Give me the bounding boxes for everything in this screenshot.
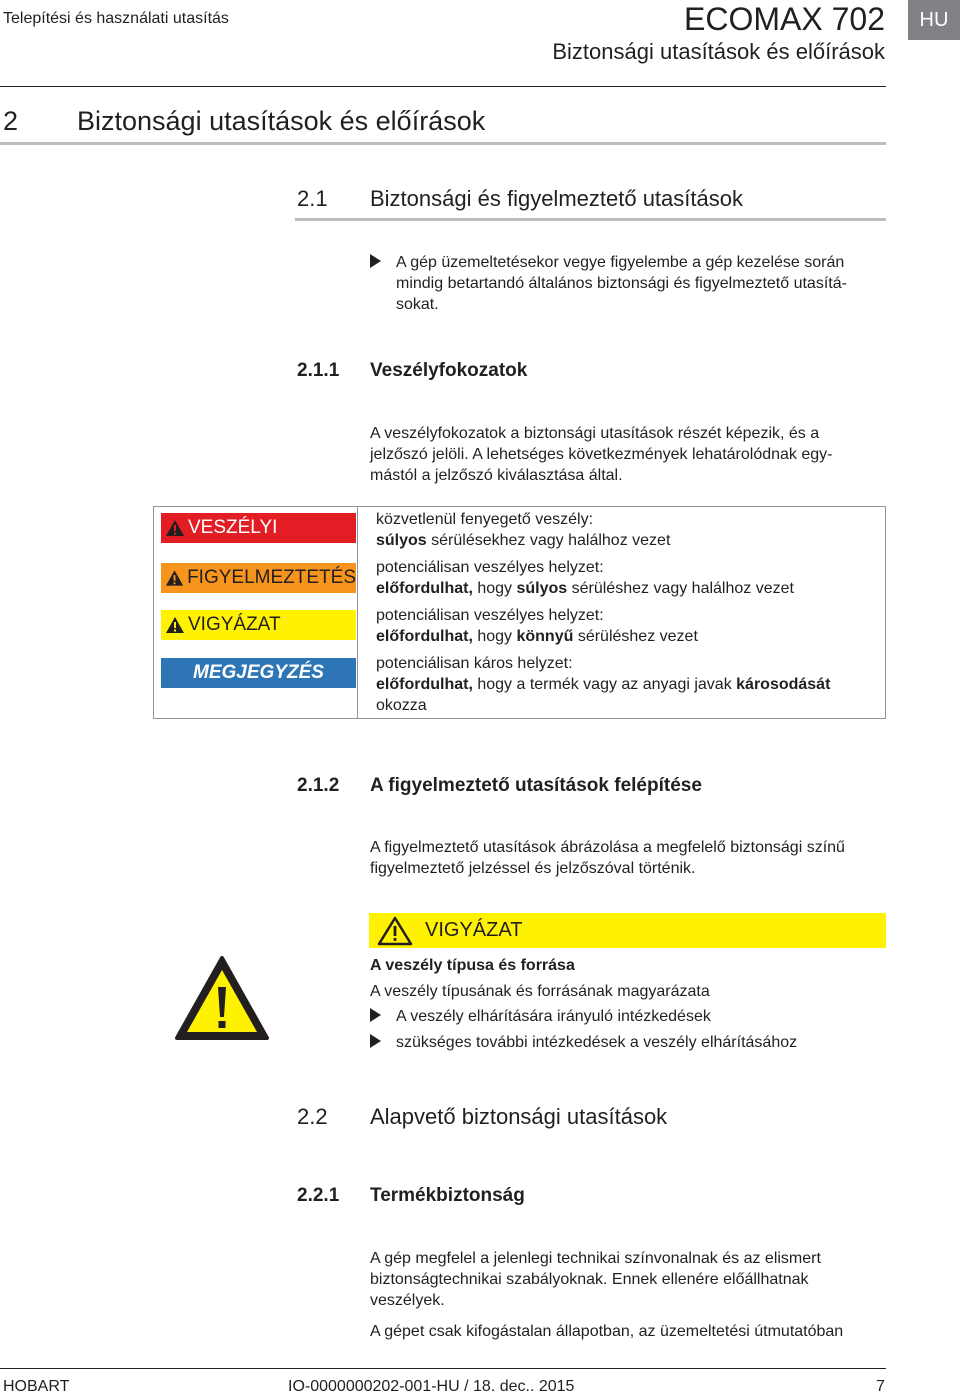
section-2-1-heading [297,185,743,213]
signal-word: MEGJEGYZÉS [193,662,324,683]
warning-triangle-icon [165,519,185,537]
bullet-arrow-icon [370,1006,381,1027]
bold-text: előfordulhat, [376,676,473,693]
text-line: jelzőszó jelöli. A lehetséges következmények lehatárolódnak egy- [370,446,833,463]
section-number: 2.1.2 [297,775,340,796]
header-doc-type: Telepítési és használati utasítás [3,10,229,27]
example-caution-bar [369,913,886,948]
signal-word: VIGYÁZAT [188,614,281,635]
hazard-description [376,509,876,551]
paragraph [370,423,890,486]
section-title: A figyelmeztető utasítások felépítése [370,775,702,796]
section-title: Biztonsági és figyelmeztető utasítások [370,186,743,211]
section-2-1-2-heading [297,774,702,798]
warning-sign-icon [174,955,270,1041]
signal-warning [161,563,356,593]
text-span: hogy [472,580,517,597]
text-line: A gép megfelel a jelenlegi technikai színvonalnak és az elismert [370,1250,821,1267]
bullet-text [396,252,890,315]
section-number: 2.2.1 [297,1185,340,1206]
text-line: sokat. [396,296,439,313]
text-line: biztonságtechnikai szabályoknak. Ennek ellenére előállhatnak [370,1271,809,1288]
section-number: 2.2 [297,1104,328,1129]
hazard-description [376,653,876,716]
text-line [376,530,876,551]
example-bullet: A veszély elhárítására irányuló intézkedések [396,1008,711,1025]
text-line: A veszélyfokozatok a biztonsági utasítások részét képezik, és a [370,425,820,442]
paragraph [370,837,890,879]
example-explanation: A veszély típusának és forrásának magyarázata [370,983,710,1000]
text-span: sérülésekhez vagy halálhoz vezet [426,532,671,549]
example-bullet: szükséges további intézkedések a veszély elhárításához [396,1034,798,1051]
signal-word: VESZÉLYI [188,517,278,538]
text-line: közvetlenül fenyegető veszély: [376,511,594,528]
text-line: figyelmeztető jelzéssel és jelzőszóval történik. [370,860,696,877]
hazard-description [376,605,876,647]
example-heading: A veszély típusa és forrása [370,957,575,974]
warning-triangle-icon [165,569,184,587]
section-number: 2.1 [297,186,328,211]
bold-text: könnyű [516,628,574,645]
paragraph: A gépet csak kifogástalan állapotban, az üzemeltetési útmutatóban [370,1323,844,1340]
signal-caution [161,610,356,640]
bold-text: súlyos [516,580,568,597]
language-badge: HU [908,0,960,40]
footer-doc-id: IO-0000000202-001-HU / 18. dec.. 2015 [288,1378,575,1395]
table-divider [357,506,358,719]
signal-word: FIGYELMEZTETÉS [187,567,356,588]
header-subtitle: Biztonsági utasítások és előírások [552,39,885,64]
page-number: 7 [876,1378,885,1395]
section-title: Termékbiztonság [370,1185,525,1206]
warning-triangle-icon [165,616,185,634]
section-2-1-1-heading [297,359,527,383]
bold-text: súlyos [376,532,427,549]
bold-text: előfordulhat, [376,628,473,645]
hazard-description [376,557,876,599]
section-2-2-1-heading [297,1184,525,1208]
warning-triangle-icon [377,916,413,946]
footer-brand: HOBART [3,1378,70,1395]
section-title: Alapvető biztonsági utasítások [370,1104,668,1129]
text-line: veszélyek. [370,1292,445,1309]
chapter-title [3,105,485,137]
text-line: A gép üzemeltetésekor vegye figyelembe a gép kezelése során [396,254,845,271]
text-line: potenciálisan veszélyes helyzet: [376,559,604,576]
signal-danger [161,513,356,543]
signal-notice [161,658,356,688]
header-rule [0,86,886,87]
text-span: sérüléshez vezet [573,628,698,645]
bullet-arrow-icon [370,1032,381,1053]
text-line: A figyelmeztető utasítások ábrázolása a megfelelő biztonsági színű [370,839,845,856]
text-line: okozza [376,697,427,714]
text-line: potenciálisan veszélyes helyzet: [376,607,604,624]
text-line [376,578,876,599]
text-span: hogy [472,628,517,645]
section-title: Veszélyfokozatok [370,360,528,381]
chapter-title-text: Biztonsági utasítások és előírások [77,106,486,136]
footer-rule [0,1368,886,1369]
header-product-name: ECOMAX 702 [684,1,885,37]
section-2-2-heading [297,1103,667,1131]
bold-text: károsodását [736,676,831,693]
section-rule [295,218,886,221]
chapter-rule [0,142,886,145]
bold-text: előfordulhat, [376,580,473,597]
text-line: potenciálisan káros helyzet: [376,655,573,672]
text-line: mindig betartandó általános biztonsági és figyelmeztető utasítá- [396,275,847,292]
section-number: 2.1.1 [297,360,340,381]
chapter-number: 2 [3,106,19,136]
text-line [376,674,876,695]
text-line: mástól a jelzőszó kiválasztása által. [370,467,623,484]
paragraph [370,1248,890,1311]
text-span: sérüléshez vagy halálhoz vezet [567,580,794,597]
bullet-arrow-icon [370,252,381,273]
text-span: hogy a termék vagy az anyagi javak [472,676,737,693]
text-line [376,626,876,647]
signal-word: VIGYÁZAT [425,919,523,941]
